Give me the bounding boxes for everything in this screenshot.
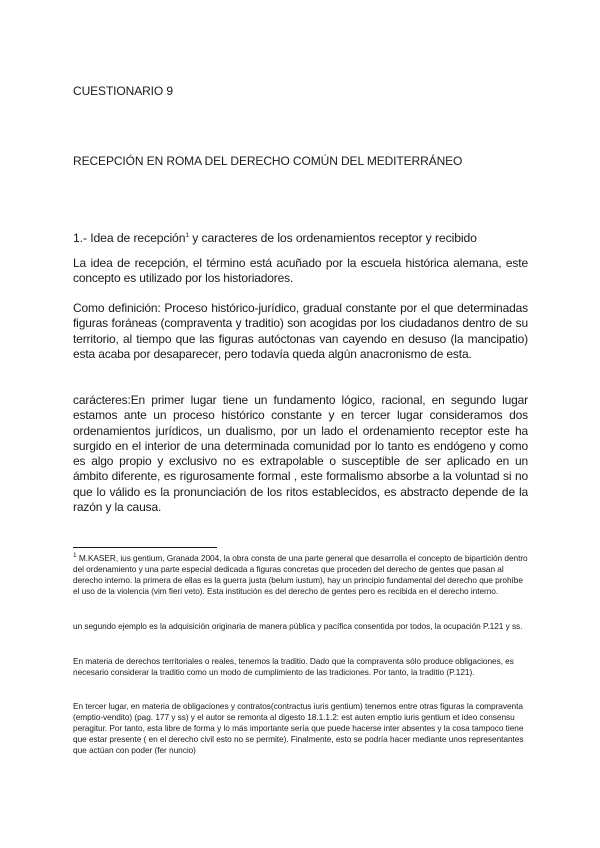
footnote-separator <box>73 547 217 548</box>
paragraph-intro: La idea de recepción, el término está acuñado por la escuela histórica alemana, este concepto es utilizado por los historiadores. <box>73 256 528 286</box>
document-heading: CUESTIONARIO 9 <box>73 84 173 98</box>
footnote-reference[interactable]: 1 <box>185 231 189 239</box>
section-heading-prefix: 1.- Idea de recepción <box>73 231 186 245</box>
section-heading-suffix: y caracteres de los ordenamientos receptor y recibido <box>188 231 477 245</box>
section-heading <box>73 231 528 246</box>
paragraph-characteristics: carácteres:En primer lugar tiene un fundamento lógico, racional, en segundo lugar estamos ante un proceso histórico constante y en tercer lugar consideramos dos ordenamientos jurídicos, un dualismo, por un lado el ordenamiento receptor este ha surgido en el interior de una determinada comunidad por lo tanto es endógeno y como es algo propio y exclusivo no es extrapolable o susceptible de ser aplicado en un ámbito diferente, es rigurosamente formal , este formalismo absorbe a la voluntad si no que lo válido es la pronunciación de los ritos establecidos, es abstracto depende de la razón y la causa. <box>73 393 528 515</box>
document-title: RECEPCIÓN EN ROMA DEL DERECHO COMÚN DEL MEDITERRÁNEO <box>73 154 463 168</box>
footnote-1 <box>73 553 528 597</box>
footnote-paragraph: un segundo ejemplo es la adquisición originaria de manera pública y pacífica consentida por todos, la ocupación P.121 y ss. <box>73 621 523 631</box>
footnote-paragraph: En tercer lugar, en materia de obligaciones y contratos(contractus iuris gentium) tenemos entre otras figuras la compraventa (emptio-vendito) (pag. 177 y ss) y el autor se remonta al digesto 18.1.1.2: est auten emptio iuris gentium et ideo consensu peragitur. Por tanto, esta libre de forma y lo más importante sería que puede hacerse inter absentes y la cosa tampoco tiene que estar presente ( en el derecho civil esto no se permite). Finalmente, esto se podría hacer mediante unos representantes que actúan con poder (fer nuncio) <box>73 701 524 755</box>
footnote-marker: 1 <box>73 552 77 560</box>
footnote-paragraph: En materia de derechos territoriales o reales, tenemos la traditio. Dado que la compraventa sólo produce obligaciones, es necesario considerar la traditio como un modo de cumplimiento de las tradiciones. Por tanto, la traditio (P.121). <box>73 656 514 677</box>
paragraph-definition: Como definición: Proceso histórico-jurídico, gradual constante por el que determinadas figuras foráneas (compraventa y traditio) son acogidas por los ciudadanos dentro de su territorio, al tiempo que las figuras autóctonas van cayendo en desuso (la mancipatio) esta acaba por desaparecer, pero todavía queda algún anacronismo de esta. <box>73 301 528 361</box>
footnote-text: M.KASER, ius gentium, Granada 2004, la obra consta de una parte general que desarrolla el concepto de bipartición dentro del ordenamiento y una parte especial dedicada a figuras concretas que proceden del derecho de gentes que pasan al derecho interno. la primera de ellas es la guerra justa (belum iustum), hay un principio fundamental del derecho que prohíbe el uso de la violencia (vim fieri veto). Esta institución es del derecho de gentes pero es recibida en el derecho interno. <box>73 553 528 596</box>
